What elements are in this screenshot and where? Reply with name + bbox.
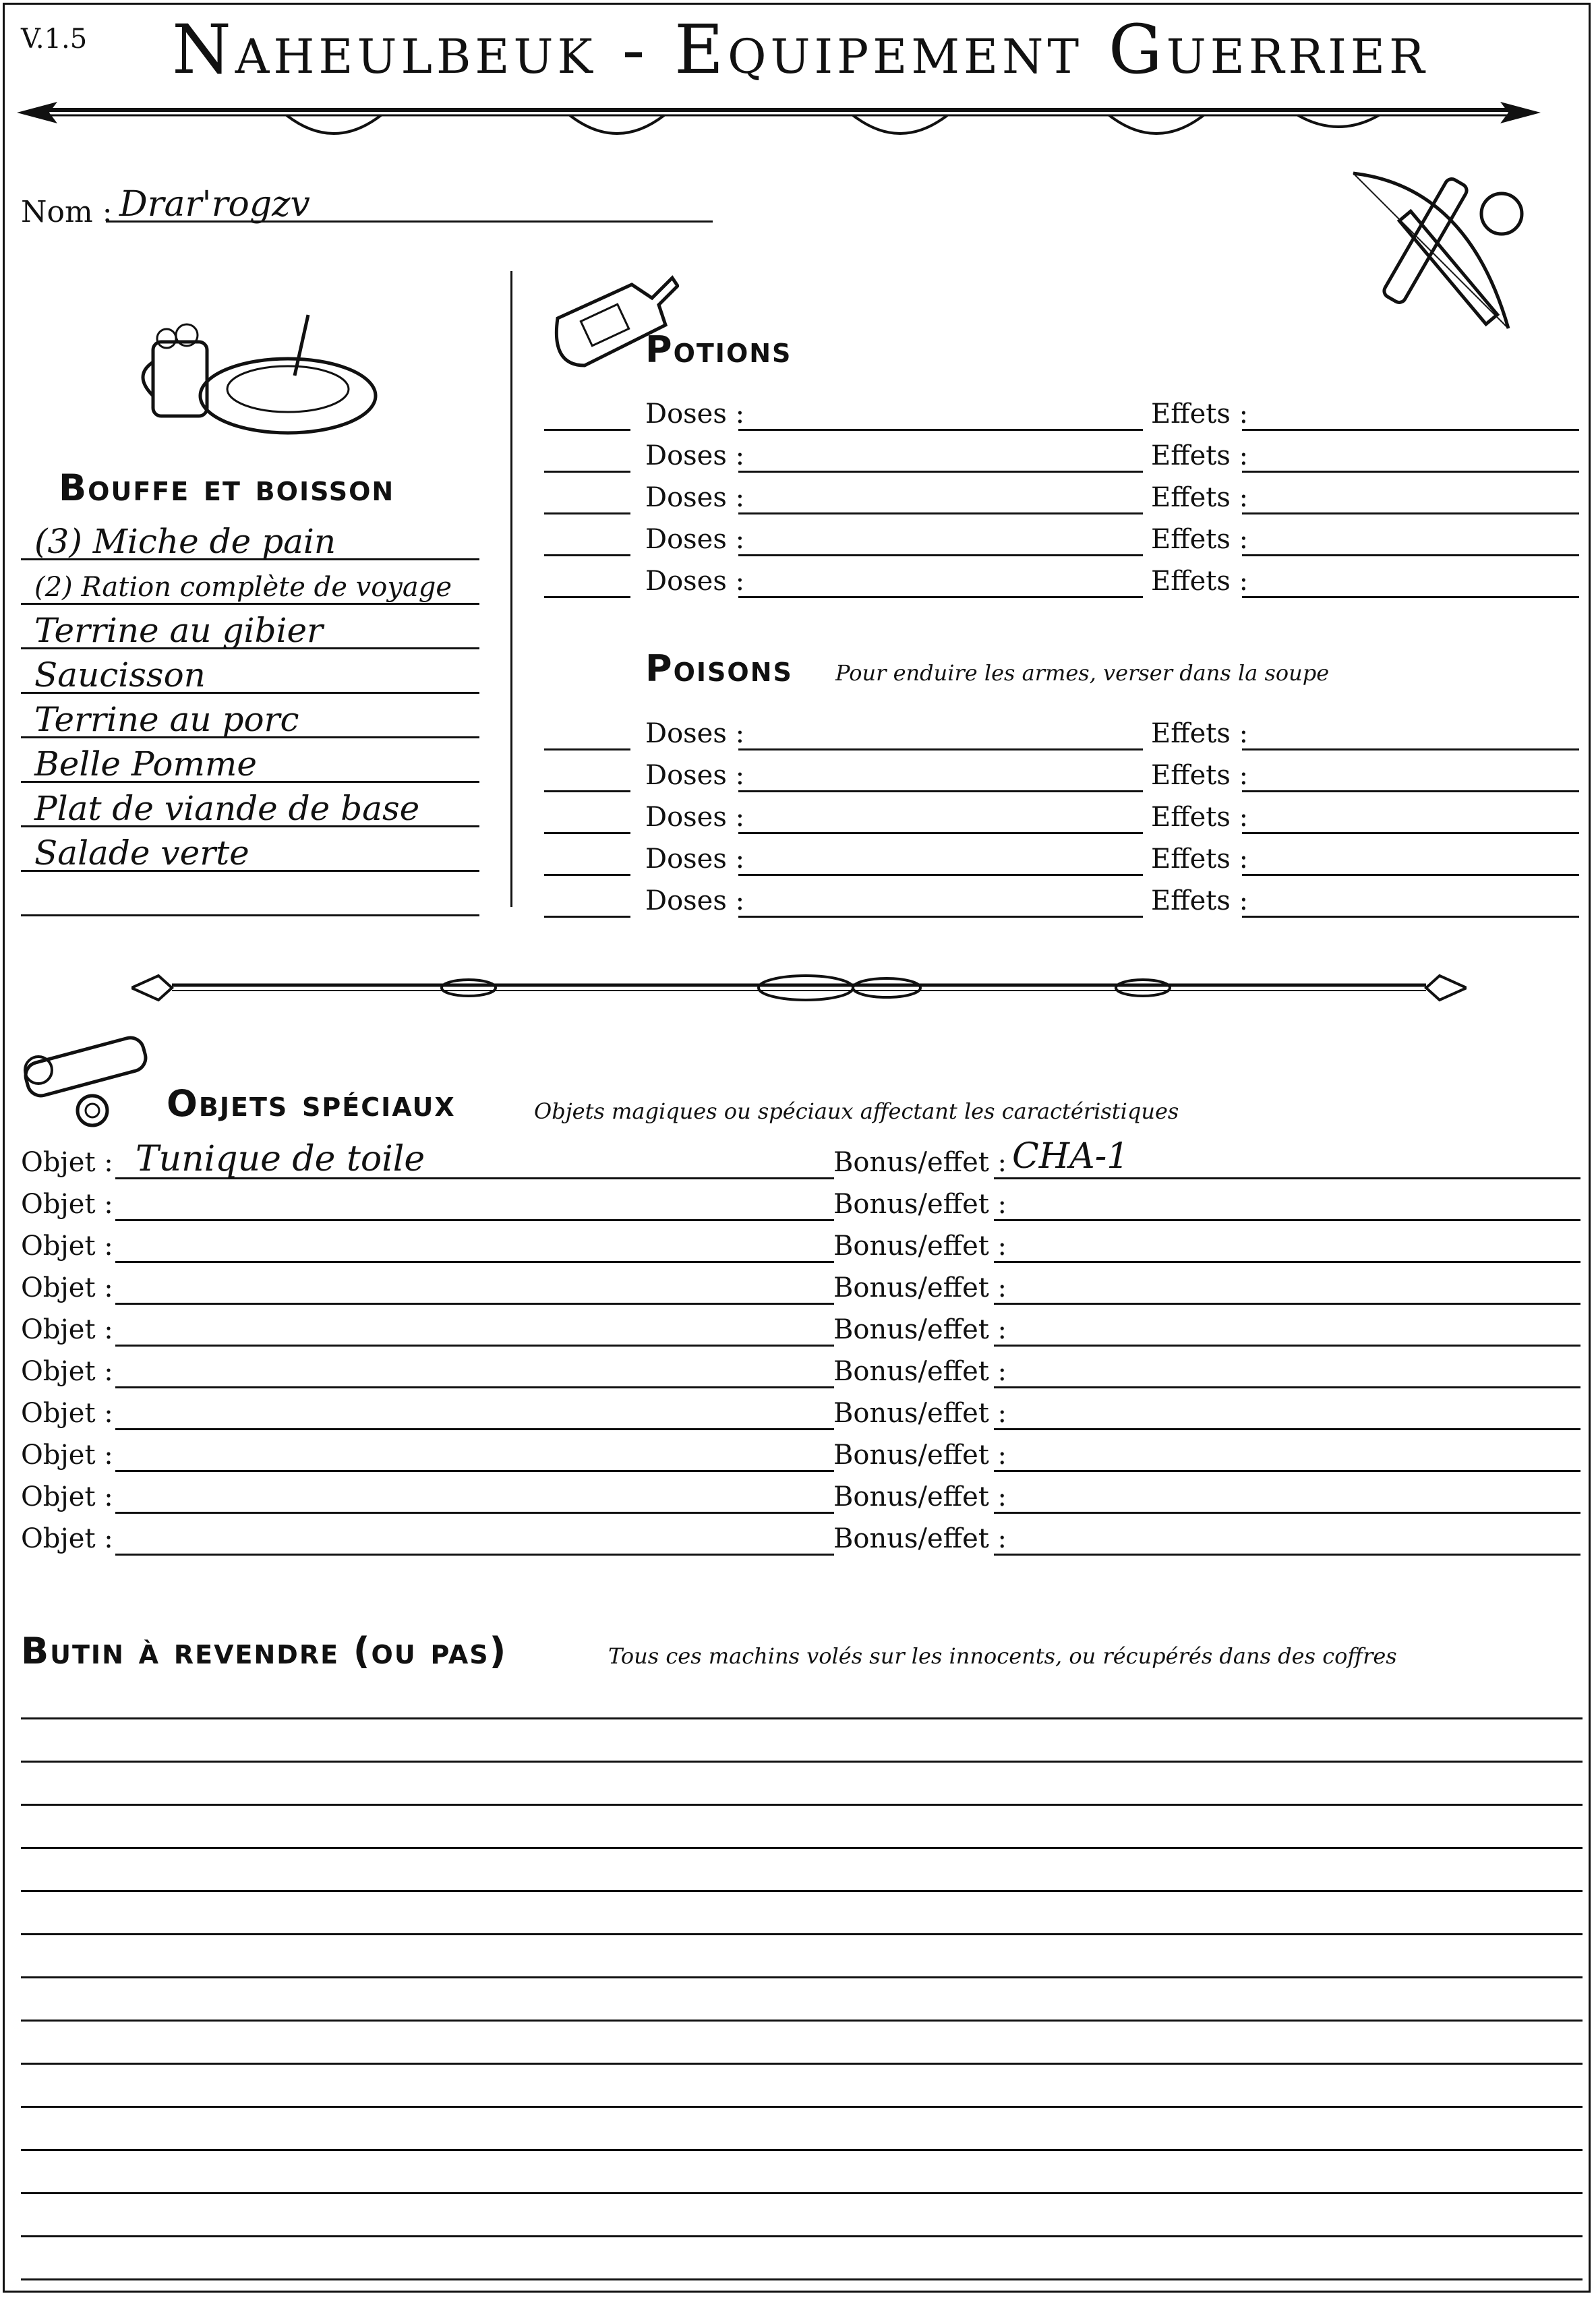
loot-line[interactable] [21, 2192, 1583, 2194]
effets-label: Effets : [1151, 802, 1249, 833]
effets-label: Effets : [1151, 566, 1249, 597]
effets-label: Effets : [1151, 760, 1249, 791]
loot-subtitle: Tous ces machins volés sur les innocents, ou récupérés dans des coffres [608, 1643, 1397, 1669]
loot-line[interactable] [21, 2063, 1583, 2065]
list-item[interactable] [21, 560, 479, 605]
loot-line[interactable] [21, 2106, 1583, 2108]
crossed-weapons-icon [1333, 160, 1535, 349]
doses-label: Doses : [645, 802, 745, 833]
objet-label: Objet : [21, 1231, 113, 1262]
loot-line[interactable] [21, 1976, 1583, 1978]
loot-line[interactable] [21, 2149, 1583, 2151]
ornate-spear-divider-icon [17, 91, 1541, 152]
poison-row [544, 709, 1583, 750]
food-section-title: Bouffe et boisson [59, 467, 395, 509]
objet-label: Objet : [21, 1314, 113, 1345]
bonus-label: Bonus/effet : [833, 1189, 1007, 1220]
bonus-label: Bonus/effet : [833, 1314, 1007, 1345]
loot-line[interactable] [21, 2020, 1583, 2022]
doses-label: Doses : [645, 440, 745, 471]
list-item[interactable] [21, 694, 479, 738]
potion-row [544, 514, 1583, 556]
objet-field[interactable] [115, 1554, 834, 1556]
poison-row [544, 792, 1583, 834]
special-objects-title: Objets spéciaux [167, 1082, 456, 1125]
table-row [21, 1221, 1585, 1263]
food-list [21, 516, 479, 916]
table-row [21, 1347, 1585, 1388]
table-row [21, 1388, 1585, 1430]
food-item-text: Salade verte [34, 833, 249, 873]
doses-label: Doses : [645, 482, 745, 513]
list-item[interactable] [21, 516, 479, 560]
list-item[interactable] [21, 738, 479, 783]
loot-line[interactable] [21, 1933, 1583, 1935]
objet-label: Objet : [21, 1523, 113, 1554]
table-row [21, 1263, 1585, 1305]
doses-field[interactable] [738, 916, 1143, 918]
loot-line[interactable] [21, 1761, 1583, 1763]
doses-label: Doses : [645, 718, 745, 749]
name-value[interactable]: Drar'rogzv [119, 184, 310, 225]
objet-label: Objet : [21, 1440, 113, 1471]
effets-label: Effets : [1151, 440, 1249, 471]
loot-line[interactable] [21, 2235, 1583, 2237]
table-row [21, 1430, 1585, 1472]
loot-line[interactable] [21, 1890, 1583, 1892]
bonus-label: Bonus/effet : [833, 1481, 1007, 1512]
food-item-text: Belle Pomme [34, 744, 257, 784]
effets-label: Effets : [1151, 399, 1249, 430]
objet-label: Objet : [21, 1356, 113, 1387]
potion-row [544, 556, 1583, 598]
effets-field[interactable] [1242, 916, 1579, 918]
bonus-label: Bonus/effet : [833, 1356, 1007, 1387]
loot-section-title: Butin à revendre (ou pas) [21, 1630, 508, 1672]
effets-field[interactable] [1242, 596, 1579, 598]
loot-line[interactable] [21, 1847, 1583, 1849]
ornate-staff-divider-icon [131, 962, 1467, 1009]
bonus-label: Bonus/effet : [833, 1398, 1007, 1429]
potion-row [544, 473, 1583, 514]
potions-section-title: Potions [645, 328, 792, 371]
list-item[interactable] [21, 872, 479, 916]
doses-label: Doses : [645, 566, 745, 597]
loot-line[interactable] [21, 2278, 1583, 2280]
doses-label: Doses : [645, 844, 745, 875]
food-item-text: Saucisson [34, 655, 206, 695]
poisons-subtitle: Pour enduire les armes, verser dans la soupe [835, 660, 1330, 686]
equipment-sheet [3, 3, 1591, 2293]
doses-label: Doses : [645, 399, 745, 430]
effets-label: Effets : [1151, 718, 1249, 749]
tankard-and-plate-icon [140, 301, 382, 443]
food-item-text: Terrine au porc [34, 700, 299, 739]
column-separator [510, 271, 512, 907]
table-row [21, 1514, 1585, 1556]
poison-row [544, 750, 1583, 792]
loot-line[interactable] [21, 1804, 1583, 1806]
list-item[interactable] [21, 827, 479, 872]
doses-label: Doses : [645, 885, 745, 916]
bonus-label: Bonus/effet : [833, 1523, 1007, 1554]
bonus-field[interactable] [994, 1554, 1580, 1556]
loot-line[interactable] [21, 1717, 1583, 1719]
table-row [21, 1179, 1585, 1221]
list-item[interactable] [21, 649, 479, 694]
scroll-and-ring-icon [18, 1030, 160, 1131]
poisons-section-title: Poisons [645, 647, 793, 690]
name-label: Nom : [21, 195, 113, 229]
bonus-label: Bonus/effet : [833, 1440, 1007, 1471]
version-label: V.1.5 [21, 24, 88, 55]
objet-label: Objet : [21, 1189, 113, 1220]
table-row [21, 1138, 1585, 1179]
food-item-text: (2) Ration complète de voyage [34, 572, 452, 603]
page-title: Naheulbeuk - Equipement Guerrier [172, 10, 1429, 89]
objet-label: Objet : [21, 1481, 113, 1512]
food-item-text: Terrine au gibier [34, 611, 323, 650]
effets-label: Effets : [1151, 885, 1249, 916]
special-objects-subtitle: Objets magiques ou spéciaux affectant les caractéristiques [534, 1098, 1179, 1124]
effets-label: Effets : [1151, 524, 1249, 555]
potion-row [544, 431, 1583, 473]
food-item-text: Plat de viande de base [34, 789, 420, 828]
table-row [21, 1472, 1585, 1514]
poison-quantity-field[interactable] [544, 916, 630, 918]
bonus-label: Bonus/effet : [833, 1272, 1007, 1303]
objet-label: Objet : [21, 1272, 113, 1303]
effets-label: Effets : [1151, 844, 1249, 875]
bonus-value[interactable]: CHA-1 [1012, 1136, 1129, 1177]
doses-field[interactable] [738, 596, 1143, 598]
food-item-text: (3) Miche de pain [34, 522, 336, 561]
list-item[interactable] [21, 783, 479, 827]
effets-label: Effets : [1151, 482, 1249, 513]
doses-label: Doses : [645, 760, 745, 791]
poison-row [544, 834, 1583, 876]
objet-label: Objet : [21, 1147, 113, 1178]
bonus-label: Bonus/effet : [833, 1231, 1007, 1262]
objet-label: Objet : [21, 1398, 113, 1429]
list-item[interactable] [21, 605, 479, 649]
poison-row [544, 876, 1583, 918]
potion-quantity-field[interactable] [544, 596, 630, 598]
bonus-label: Bonus/effet : [833, 1147, 1007, 1178]
objet-value[interactable]: Tunique de toile [136, 1139, 425, 1179]
table-row [21, 1305, 1585, 1347]
doses-label: Doses : [645, 524, 745, 555]
potion-row [544, 389, 1583, 431]
